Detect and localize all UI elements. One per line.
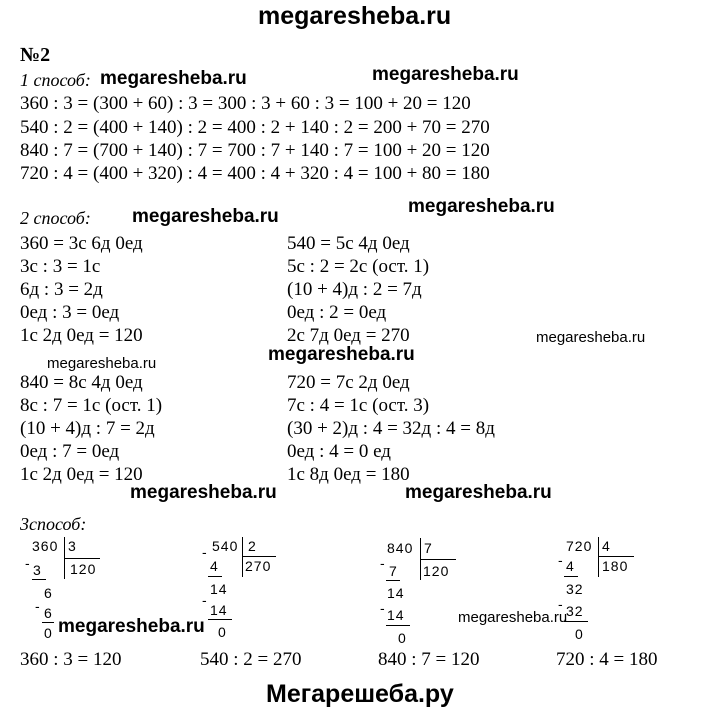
division-subtrahend: 3 (33, 562, 42, 578)
minus-sign: - (202, 544, 208, 560)
method-2-line: 0ед : 7 = 0ед (20, 441, 120, 462)
method-2-line: 540 = 5с 4д 0ед (287, 233, 410, 254)
division-underline (386, 580, 400, 581)
minus-sign: - (202, 592, 208, 608)
watermark: megaresheba.ru (458, 609, 568, 626)
watermark: megaresheba.ru (130, 482, 277, 503)
task-number: №2 (20, 44, 51, 66)
division-quotient-line (64, 558, 100, 559)
method-2-line: 720 = 7с 2д 0ед (287, 372, 410, 393)
division-remainder: 14 (210, 581, 228, 597)
method-2-line: 6д : 3 = 2д (20, 279, 103, 300)
watermark: megaresheba.ru (268, 344, 415, 365)
division-dividend: 540 (212, 538, 239, 554)
minus-sign: - (558, 552, 564, 568)
method-2-line: 8с : 7 = 1с (ост. 1) (20, 395, 163, 416)
method-1-line: 540 : 2 = (400 + 140) : 2 = 400 : 2 + 140 : 2 = 200 + 70 = 270 (20, 117, 490, 138)
division-underline (564, 576, 578, 577)
method-1-line: 360 : 3 = (300 + 60) : 3 = 300 : 3 + 60 : 3 = 100 + 20 = 120 (20, 93, 471, 114)
method-2-line: 2с 7д 0ед = 270 (287, 325, 410, 346)
division-dividend: 720 (566, 538, 593, 554)
method-1-line: 720 : 4 = (400 + 320) : 4 = 400 : 4 + 320 : 4 = 100 + 80 = 180 (20, 163, 490, 184)
watermark: megaresheba.ru (372, 64, 519, 85)
division-underline (564, 621, 588, 622)
division-dividend: 360 (32, 538, 59, 554)
division-remainder: 14 (387, 585, 405, 601)
division-divisor: 3 (68, 538, 77, 554)
division-subtrahend: 32 (566, 603, 584, 619)
method-2-label: 2 способ: (20, 208, 91, 228)
division-subtrahend: 7 (389, 563, 398, 579)
method-2-line: (30 + 2)д : 4 = 32д : 4 = 8д (287, 418, 495, 439)
division-divisor: 2 (248, 538, 257, 554)
method-2-line: (10 + 4)д : 2 = 7д (287, 279, 422, 300)
division-final-remainder: 0 (398, 630, 407, 646)
division-subtrahend: 4 (210, 558, 219, 574)
method-2-line: 0ед : 4 = 0 ед (287, 441, 391, 462)
division-subtrahend: 14 (210, 602, 228, 618)
division-result: 360 : 3 = 120 (20, 649, 122, 670)
division-quotient: 270 (245, 558, 272, 574)
watermark: megaresheba.ru (132, 206, 279, 227)
method-2-line: (10 + 4)д : 7 = 2д (20, 418, 155, 439)
division-subtrahend: 14 (387, 607, 405, 623)
watermark: megaresheba.ru (58, 616, 205, 637)
division-quotient: 120 (70, 561, 97, 577)
division-remainder: 32 (566, 581, 584, 597)
division-underline (32, 579, 46, 580)
division-subtrahend: 6 (44, 605, 53, 621)
footer-site-title: Мегарешеба.ру (266, 680, 454, 708)
division-vertical-line (242, 537, 243, 577)
division-subtrahend: 4 (566, 558, 575, 574)
division-remainder: 6 (44, 585, 53, 601)
division-quotient: 120 (423, 563, 450, 579)
watermark: megaresheba.ru (47, 355, 157, 372)
method-2-line: 360 = 3с 6д 0ед (20, 233, 143, 254)
division-quotient-line (420, 559, 456, 560)
minus-sign: - (380, 555, 386, 571)
division-result: 840 : 7 = 120 (378, 649, 480, 670)
division-result: 540 : 2 = 270 (200, 649, 302, 670)
division-divisor: 4 (602, 538, 611, 554)
watermark: megaresheba.ru (100, 68, 247, 89)
method-2-line: 3с : 3 = 1с (20, 256, 101, 277)
method-2-line: 0ед : 2 = 0ед (287, 302, 387, 323)
division-quotient: 180 (602, 558, 629, 574)
division-quotient-line (598, 556, 634, 557)
method-2-line: 1с 2д 0ед = 120 (20, 464, 143, 485)
division-final-remainder: 0 (575, 626, 584, 642)
method-2-line: 1с 8д 0ед = 180 (287, 464, 410, 485)
watermark: megaresheba.ru (536, 329, 646, 346)
method-1-line: 840 : 7 = (700 + 140) : 7 = 700 : 7 + 140 : 7 = 100 + 20 = 120 (20, 140, 490, 161)
division-underline (386, 625, 410, 626)
division-final-remainder: 0 (218, 624, 227, 640)
division-underline (208, 619, 232, 620)
watermark: megaresheba.ru (405, 482, 552, 503)
minus-sign: - (25, 555, 31, 571)
division-quotient-line (242, 556, 276, 557)
method-2-line: 1с 2д 0ед = 120 (20, 325, 143, 346)
site-title: megaresheba.ru (258, 2, 452, 30)
method-2-line: 5с : 2 = 2с (ост. 1) (287, 256, 430, 277)
method-2-line: 0ед : 3 = 0ед (20, 302, 120, 323)
division-final-remainder: 0 (44, 625, 53, 641)
division-underline (42, 622, 54, 623)
minus-sign: - (558, 596, 564, 612)
minus-sign: - (380, 600, 386, 616)
method-3-label: 3способ: (20, 514, 87, 534)
method-1-label: 1 способ: (20, 70, 91, 90)
division-result: 720 : 4 = 180 (556, 649, 658, 670)
division-underline (208, 576, 222, 577)
division-dividend: 840 (387, 540, 414, 556)
method-2-line: 7с : 4 = 1с (ост. 3) (287, 395, 430, 416)
watermark: megaresheba.ru (408, 196, 555, 217)
minus-sign: - (35, 598, 41, 614)
division-vertical-line (598, 537, 599, 577)
method-2-line: 840 = 8с 4д 0ед (20, 372, 143, 393)
division-divisor: 7 (424, 540, 433, 556)
